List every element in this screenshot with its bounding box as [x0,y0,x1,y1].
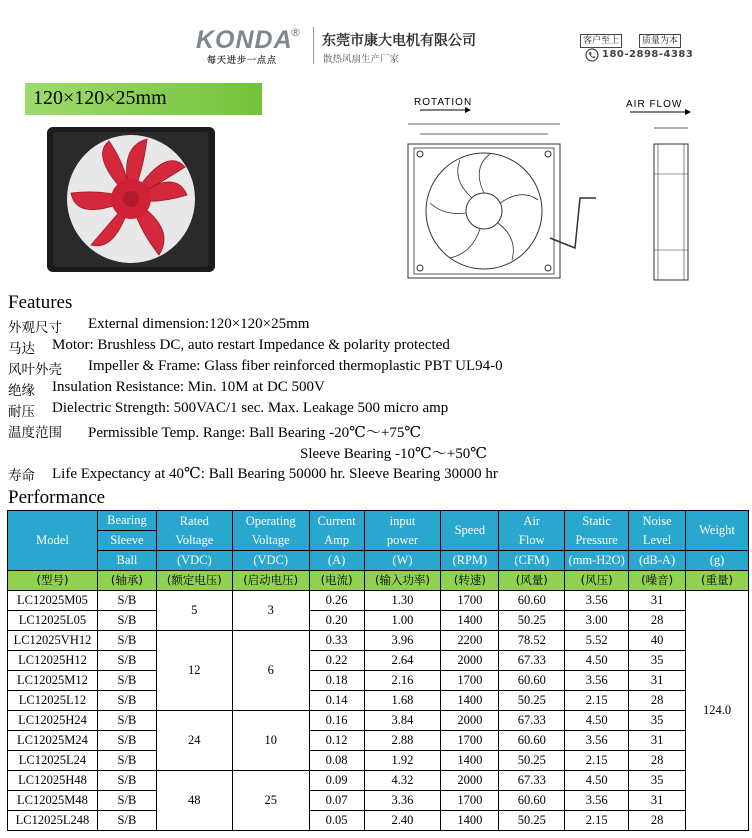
cell-airflow: 60.60 [499,671,565,691]
cell-speed: 2000 [441,771,499,791]
cell-bearing: S/B [97,791,156,811]
cell-pressure: 3.56 [565,591,629,611]
cell-airflow: 60.60 [499,591,565,611]
cell-noise: 31 [629,791,686,811]
airflow-label: AIR FLOW [626,99,683,110]
cell-rated-voltage: 48 [156,771,232,831]
feature-en-text: Life Expectancy at 40℃: Ball Bearing 50000 hr. Sleeve Bearing 30000 hr [52,466,498,482]
unit-pressure: (mm-H2O) [565,551,629,571]
cell-pressure: 5.52 [565,631,629,651]
cell-current: 0.14 [309,691,364,711]
cell-noise: 28 [629,611,686,631]
performance-heading: Performance [8,487,106,508]
cell-speed: 1400 [441,691,499,711]
cell-noise: 28 [629,691,686,711]
cell-model: LC12025L12 [8,691,98,711]
cell-current: 0.07 [309,791,364,811]
cell-speed: 1700 [441,791,499,811]
feature-cn-label: 寿命 [8,468,35,484]
cell-bearing: S/B [97,651,156,671]
cell-pressure: 2.15 [565,751,629,771]
cell-speed: 1700 [441,731,499,751]
cell-bearing: S/B [97,731,156,751]
table-row [8,791,749,811]
company-name: 东莞市康大电机有限公司 [322,33,476,49]
feature-cn-label: 外观尺寸 [8,320,62,336]
col-rated-voltage: Rated Voltage [156,511,232,551]
cell-current: 0.22 [309,651,364,671]
feature-cn-label: 耐压 [8,404,35,420]
cell-current: 0.05 [309,811,364,831]
cell-speed: 1400 [441,751,499,771]
fan-product-photo [47,127,215,272]
cell-power: 2.16 [364,671,441,691]
cell-model: LC12025M24 [8,731,98,751]
cell-pressure: 4.50 [565,651,629,671]
slogan: 每天进步一点点 [207,56,278,66]
cell-current: 0.08 [309,751,364,771]
cell-airflow: 50.25 [499,691,565,711]
feature-en-text: Permissible Temp. Range: Ball Bearing -20℃～+75℃ [88,425,422,441]
feature-en-text: Sleeve Bearing -10℃～+50℃ [300,446,487,462]
cell-airflow: 67.33 [499,771,565,791]
col-ball: Ball [97,551,156,571]
features-heading: Features [8,292,73,313]
table-row [8,811,749,831]
phone-number: 180-2898-4383 [602,49,694,60]
cn-header-cell: (启动电压) [232,571,309,591]
cn-header-cell: (风压) [565,571,629,591]
cell-speed: 2000 [441,651,499,671]
col-noise: Noise Level [629,511,686,551]
unit-current: (A) [309,551,364,571]
cell-power: 1.00 [364,611,441,631]
cell-bearing: S/B [97,611,156,631]
cell-power: 1.92 [364,751,441,771]
cell-operating-voltage: 3 [232,591,309,631]
cell-airflow: 67.33 [499,711,565,731]
feature-en-text: Dielectric Strength: 500VAC/1 sec. Max. Leakage 500 micro amp [52,400,449,416]
cell-noise: 35 [629,771,686,791]
cell-model: LC12025L24 [8,751,98,771]
cell-airflow: 67.33 [499,651,565,671]
cell-airflow: 50.25 [499,611,565,631]
col-static-pressure: Static Pressure [565,511,629,551]
performance-table [7,510,749,831]
table-row [8,731,749,751]
cell-operating-voltage: 6 [232,631,309,711]
rotation-label: ROTATION [414,97,473,108]
cell-airflow: 60.60 [499,731,565,751]
cell-noise: 28 [629,751,686,771]
cell-weight: 124.0 [686,591,749,831]
technical-drawing [400,88,720,288]
cell-model: LC12025M48 [8,791,98,811]
cell-pressure: 3.00 [565,611,629,631]
cell-pressure: 4.50 [565,771,629,791]
table-row [8,771,749,791]
col-input-power: input power [364,511,441,551]
cell-speed: 1400 [441,811,499,831]
cell-power: 1.30 [364,591,441,611]
cell-speed: 2200 [441,631,499,651]
cell-current: 0.16 [309,711,364,731]
cell-noise: 28 [629,811,686,831]
cell-rated-voltage: 5 [156,591,232,631]
cell-pressure: 2.15 [565,691,629,711]
cn-header-cell: (输入功率) [364,571,441,591]
cell-airflow: 78.52 [499,631,565,651]
cell-current: 0.18 [309,671,364,691]
cell-noise: 40 [629,631,686,651]
cell-power: 2.64 [364,651,441,671]
table-row [8,671,749,691]
unit-noise: (dB-A) [629,551,686,571]
col-operating-voltage: Operating Voltage [232,511,309,551]
cell-model: LC12025M05 [8,591,98,611]
cell-power: 3.36 [364,791,441,811]
cell-power: 3.84 [364,711,441,731]
cell-speed: 1700 [441,671,499,691]
feature-en-text: External dimension:120×120×25mm [88,316,310,332]
feature-en-text: Impeller & Frame: Glass fiber reinforced thermoplastic PBT UL94-0 [88,358,503,374]
cell-airflow: 60.60 [499,791,565,811]
cell-power: 1.68 [364,691,441,711]
phone-icon [585,48,599,62]
unit-weight: (g) [686,551,749,571]
cell-noise: 35 [629,711,686,731]
cell-current: 0.33 [309,631,364,651]
registered-mark: ® [290,26,301,39]
cell-power: 2.40 [364,811,441,831]
tag-quality-first: 质量为本 [639,34,681,48]
cell-model: LC12025M12 [8,671,98,691]
feature-cn-label: 马达 [8,341,35,357]
col-sleeve: Sleeve [97,531,156,551]
cell-current: 0.26 [309,591,364,611]
cell-bearing: S/B [97,811,156,831]
cell-pressure: 3.56 [565,731,629,751]
cell-noise: 31 [629,731,686,751]
cn-header-cell: (轴承) [97,571,156,591]
cn-header-cell: (转速) [441,571,499,591]
cell-operating-voltage: 10 [232,711,309,771]
cell-bearing: S/B [97,671,156,691]
col-speed: Speed [441,511,499,551]
cell-bearing: S/B [97,771,156,791]
cell-current: 0.12 [309,731,364,751]
col-current: Current Amp [309,511,364,551]
cell-model: LC12025H12 [8,651,98,671]
unit-speed: (RPM) [441,551,499,571]
cell-power: 2.88 [364,731,441,751]
table-row [8,651,749,671]
cn-header-cell: (噪音) [629,571,686,591]
unit-power: (W) [364,551,441,571]
cell-bearing: S/B [97,591,156,611]
unit-rated: (VDC) [156,551,232,571]
table-row [8,631,749,651]
cell-bearing: S/B [97,631,156,651]
col-bearing: Bearing [97,511,156,531]
cn-header-cell: (风量) [499,571,565,591]
cell-noise: 35 [629,651,686,671]
cell-pressure: 3.56 [565,791,629,811]
cell-noise: 31 [629,671,686,691]
col-model: Model [8,511,98,571]
cell-pressure: 4.50 [565,711,629,731]
table-row [8,611,749,631]
cell-power: 3.96 [364,631,441,651]
cell-rated-voltage: 12 [156,631,232,711]
cell-speed: 1400 [441,611,499,631]
konda-logo: KONDA [196,26,293,54]
cell-model: LC12025VH12 [8,631,98,651]
unit-operating: (VDC) [232,551,309,571]
cell-model: LC12025L248 [8,811,98,831]
size-banner [25,83,262,115]
cn-header-cell: (型号) [8,571,98,591]
feature-en-text: Insulation Resistance: Min. 10M at DC 500V [52,379,325,395]
cell-model: LC12025H48 [8,771,98,791]
chinese-header-row [8,571,749,591]
cell-bearing: S/B [97,711,156,731]
size-label: 120×120×25mm [33,87,167,109]
cell-pressure: 2.15 [565,811,629,831]
cell-noise: 31 [629,591,686,611]
unit-airflow: (CFM) [499,551,565,571]
table-row [8,751,749,771]
table-row [8,591,749,611]
cell-bearing: S/B [97,751,156,771]
cn-header-cell: (重量) [686,571,749,591]
tag-customer-first: 客户至上 [580,34,622,48]
feature-cn-label: 绝缘 [8,383,35,399]
cell-operating-voltage: 25 [232,771,309,831]
cell-model: LC12025H24 [8,711,98,731]
col-airflow: Air Flow [499,511,565,551]
table-row [8,691,749,711]
cell-rated-voltage: 24 [156,711,232,771]
cell-bearing: S/B [97,691,156,711]
cell-pressure: 3.56 [565,671,629,691]
cn-header-cell: (额定电压) [156,571,232,591]
feature-cn-label: 温度范围 [8,425,62,441]
feature-en-text: Motor: Brushless DC, auto restart Impedance & polarity protected [52,337,450,353]
page-header [0,0,752,80]
col-weight: Weight [686,511,749,551]
cell-airflow: 50.25 [499,751,565,771]
cell-current: 0.20 [309,611,364,631]
company-subtitle: 散热风扇生产厂家 [323,54,400,65]
cell-speed: 2000 [441,711,499,731]
cn-header-cell: (电流) [309,571,364,591]
cell-speed: 1700 [441,591,499,611]
header-divider [313,27,314,64]
cell-current: 0.09 [309,771,364,791]
cell-model: LC12025L05 [8,611,98,631]
feature-cn-label: 风叶外壳 [8,362,62,378]
cell-power: 4.32 [364,771,441,791]
table-row [8,711,749,731]
cell-airflow: 50.25 [499,811,565,831]
